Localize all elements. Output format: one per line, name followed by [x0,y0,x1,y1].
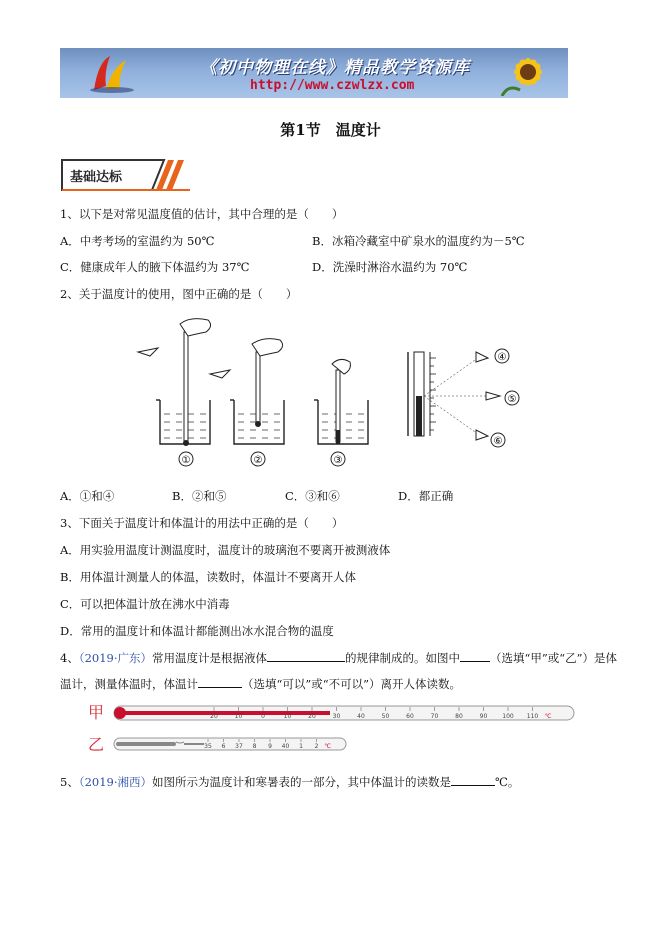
q1-option-d: D．洗澡时淋浴水温约为 70℃ [312,260,468,274]
clinical-thermometer-tick-label: 37 [235,743,243,750]
q1-option-b: B．冰箱冷藏室中矿泉水的温度约为－5℃ [312,234,525,248]
q3-stem: 3、下面关于温度计和体温计的用法中正确的是（ ） [60,516,344,530]
q2-option-a: A．①和④ [60,489,115,503]
q5-blank [451,774,495,786]
q4-line-2 [60,676,461,692]
clinical-thermometer [114,738,346,750]
thermometer-b-label: 乙 [88,735,105,754]
lab-thermometer-tick-label: 40 [357,713,365,720]
q5-line [60,774,519,790]
sunflower-icon [498,50,560,96]
clinical-thermometer-tick-label: 2 [314,743,319,750]
q2-option-c: C．③和⑥ [285,489,340,503]
thermometer-usage-figure [130,312,530,472]
beaker-3 [314,359,368,444]
q1-option-a: A．中考考场的室温约为 50℃ [60,234,215,248]
lab-thermometer-tick-label: 100 [502,713,514,720]
thermometer-comparison-figure [88,702,588,758]
figure-label-2: ② [253,455,263,466]
lab-thermometer-tick-label: 60 [406,713,414,720]
q4-blank-3 [198,676,242,688]
lab-thermometer-tick-label: 0 [261,713,265,720]
clinical-thermometer-tick-label: 6 [221,743,226,750]
clinical-thermometer-tick-label: 35 [204,743,212,750]
figure-label-5: ⑤ [507,394,517,405]
lab-thermometer-unit: ℃ [544,713,552,720]
lab-thermometer-tick-label: 50 [381,713,390,720]
clinical-thermometer-tick-label: 40 [281,743,290,750]
site-logo-icon [88,52,138,94]
page-title: 第1节 温度计 [280,121,381,139]
clinical-thermometer-tick-label: 1 [299,743,303,750]
q4-blank-2 [460,650,490,662]
header-banner [60,48,568,98]
q5-number: 5、 [60,775,79,789]
lab-thermometer-tick-label: 30 [332,713,341,720]
figure-label-4: ④ [497,352,507,363]
q5-source: （2019·湘西） [78,775,152,789]
lab-thermometer-tick-label: 10 [234,713,243,720]
q4-text-2b: （选填“可以”或“不可以”）离开人体读数。 [242,677,462,691]
lab-thermometer [114,706,574,720]
banner-url: http://www.czwlzx.com [250,78,415,93]
figure-label-3: ③ [333,455,343,466]
q4-text-1b: 的规律制成的。如图中 [345,651,460,665]
figure-label-1: ① [181,455,191,466]
q4-text-1c: （选填“甲”或“乙”）是体 [490,651,618,665]
clinical-thermometer-tick-label: 9 [268,743,272,750]
lab-thermometer-tick-label: 20 [210,713,218,720]
q1-option-c: C．健康成年人的腋下体温约为 37℃ [60,260,250,274]
q4-blank-1 [267,650,345,662]
lab-thermometer-tick-label: 70 [430,713,439,720]
wall-thermometer [408,352,500,440]
lab-thermometer-tick-label: 90 [479,713,488,720]
figure-label-6: ⑥ [493,436,503,447]
clinical-thermometer-unit: ℃ [324,743,331,750]
q5-text-b: ℃。 [495,775,520,789]
q2-stem: 2、关于温度计的使用，图中正确的是（ ） [60,287,298,301]
beaker-1 [138,319,211,446]
lab-thermometer-tick-label: 110 [526,713,539,720]
section-badge [60,158,192,192]
q4-text-1a: 常用温度计是根据液体 [152,651,267,665]
lab-thermometer-tick-label: 80 [455,713,463,720]
q3-option-a: A．用实验用温度计测温度时，温度计的玻璃泡不要离开被测液体 [60,543,391,557]
clinical-thermometer-tick-label: 8 [252,743,257,750]
q4-line-1 [60,650,617,666]
q2-option-d: D．都正确 [398,489,454,503]
q1-stem: 1、以下是对常见温度值的估计，其中合理的是（ ） [60,207,344,221]
q3-option-c: C．可以把体温计放在沸水中消毒 [60,597,230,611]
q4-source: （2019·广东） [78,651,152,665]
q2-option-b: B．②和⑤ [172,489,227,503]
thermometer-a-label: 甲 [88,703,105,722]
banner-title: 《初中物理在线》精品教学资源库 [200,58,470,78]
q5-text-a: 如图所示为温度计和寒暑表的一部分，其中体温计的读数是 [152,775,451,789]
section-label: 基础达标 [70,170,123,185]
beaker-2 [210,339,284,444]
q3-option-b: B．用体温计测量人的体温，读数时，体温计不要离开人体 [60,570,356,584]
lab-thermometer-tick-label: 20 [308,713,316,720]
q4-number: 4、 [60,651,79,665]
lab-thermometer-tick-label: 10 [283,713,292,720]
q4-text-2a: 温计，测量体温时，体温计 [60,677,198,691]
q3-option-d: D．常用的温度计和体温计都能测出冰水混合物的温度 [60,624,334,638]
